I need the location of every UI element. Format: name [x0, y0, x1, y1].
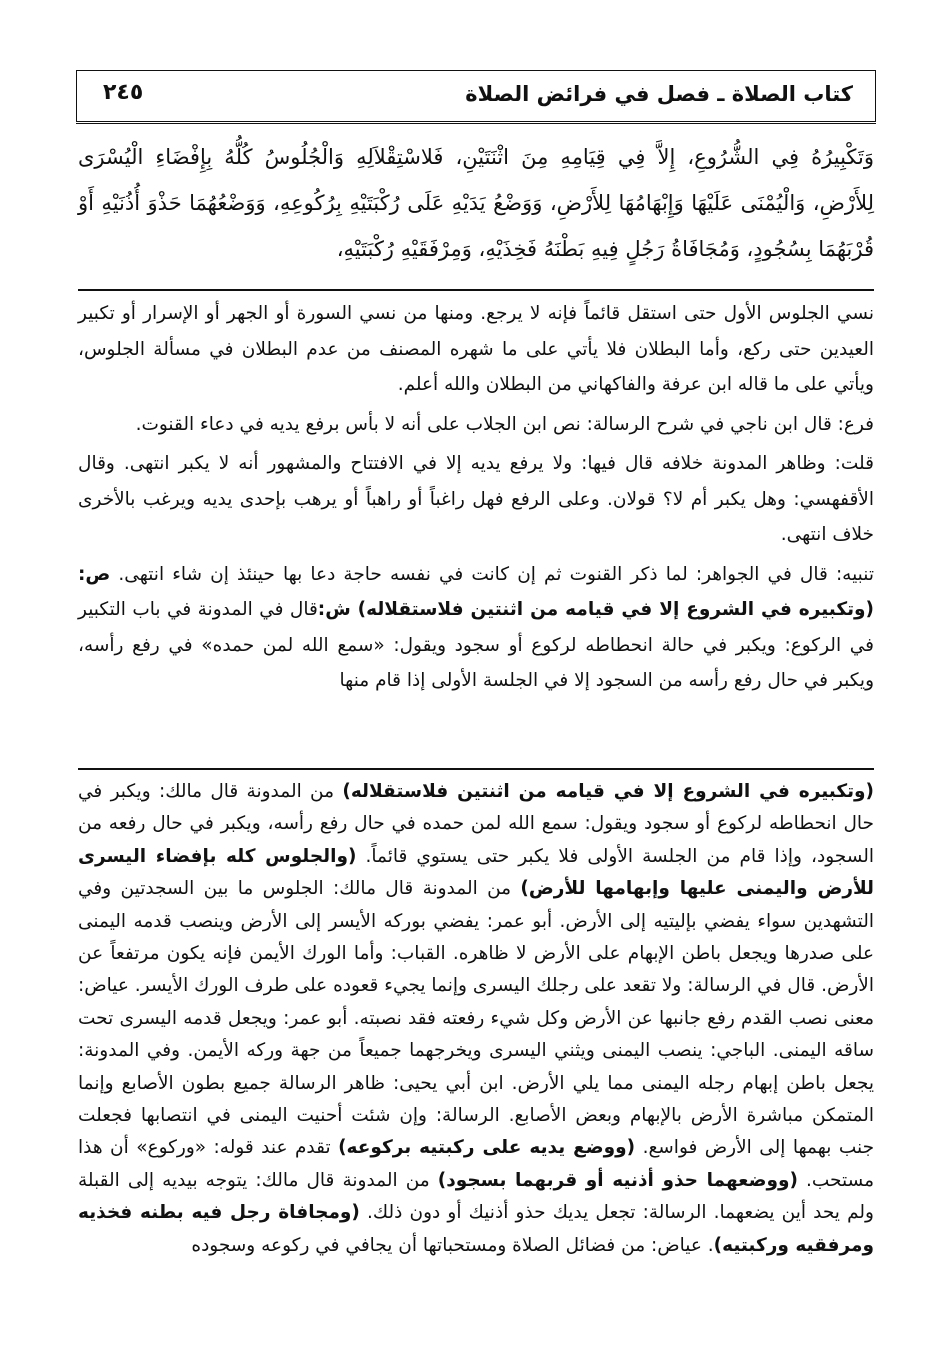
matn-text: وَتَكْبِيرُهُ فِي الشُّرُوعِ، إِلاَّ فِي قِيَامِهِ مِنَ اثْنَتَيْنِ، فَلاسْتِقْلاَلِهِ وَالْجُلُوسُ كُلُّهُ بِإِفْضَاءِ الْيُسْرَى لِلأَرْضِ، وَالْيُمْنَى عَلَيْهَا وَإِبْهَامُهَا لِلأَرْضِ، وَوَضْعُ يَدَيْهِ عَلَى رُكْبَتَيْهِ بِرُكُوعِهِ، وَوَضْعُهُمَا حَذْوَ أُذُنَيْهِ أَوْ قُرْبَهُمَا بِسُجُودٍ، وَمُجَافَاةُ رَجُلٍ فِيهِ بَطْنَهُ فَخِذَيْهِ، وَمِرْفَقَيْهِ رُكْبَتَيْهِ، [78, 145, 874, 261]
quoted-matn: (والجلوس كله بإفضاء اليسرى للأرض واليمنى عليها وإبهامها للأرض) [78, 845, 874, 900]
lower-text: من المدونة قال مالك: يتوجه بيديه إلى القبلة ولم يحد أين يضعهما. الرسالة: تجعل يديك حذو أذنيك أو دون ذلك. [78, 1169, 874, 1224]
commentary-lower [78, 776, 874, 1262]
quoted-matn: (ووضع يديه على ركبتيه بركوعه) [338, 1137, 636, 1159]
commentary-text: تنبيه: قال في الجواهر: لما ذكر القنوت ثم إن كانت في نفسه حاجة دعا بها حينئذ إن شاء انتهى. [110, 563, 874, 585]
page-header [76, 70, 876, 122]
header-rule [76, 121, 876, 124]
running-title: كتاب الصلاة ـ فصل في فرائض الصلاة [465, 82, 853, 106]
commentary-bold: ص: (وتكبيره في الشروع إلا في قيامه من اثنتين فلاستقلاله) ش: [78, 563, 874, 620]
lower-paragraph [78, 776, 874, 1262]
divider-top [78, 289, 874, 291]
commentary-paragraph: فرع: قال ابن ناجي في شرح الرسالة: نص ابن الجلاب على أنه لا بأس برفع يديه في دعاء القنوت. [135, 413, 874, 435]
commentary-paragraph: قلت: وظاهر المدونة خلافه قال فيها: ولا يرفع يديه إلا في الافتتاح والمشهور أنه لا يكبر انتهى. وقال الأقفهسي: وهل يكبر أم لا؟ قولان. وعلى الرفع فهل راغباً أو راهباً أو يرهب بإحدى يديه ويرغب بالأخرى خلاف انتهى. [78, 453, 874, 545]
lower-text: تقدم عند قوله: «وركوع» أن هذا مستحب. [78, 1137, 874, 1191]
commentary-text: قال في المدونة في باب التكبير في الركوع: ويكبر في حالة انحطاطه لركوع أو سجود ويقول: «سمع الله لمن حمده» في رفع رأسه، ويكبر في حال رفع رأسه من السجود إلا في الجلسة الأولى إذا قام منها [78, 599, 874, 691]
commentary-paragraph [78, 557, 874, 699]
lower-text: من المدونة قال مالك: ويكبر في حال انحطاطه لركوع أو سجود ويقول: سمع الله لمن حمده في حال رفع رأسه، ويكبر في حال رفعه من السجود، وإذا قام من الجلسة الأولى فلا يكبر حتى يستوي قائماً. [78, 781, 875, 867]
quoted-matn: (وتكبيره في الشروع إلا في قيامه من اثنتين فلاستقلاله) [342, 781, 874, 802]
quoted-matn: (ومجافاة رجل فيه بطنه فخذيه ومرفقيه وركبتيه) [78, 1202, 874, 1256]
lower-text: من المدونة قال مالك: الجلوس ما بين السجدتين وفي التشهدين سواء يفضي بإليتيه إلى الأرض. أبو عمر: يفضي بوركه الأيسر إلى الأرض وينصب قدمه اليمنى على صدرها ويجعل باطن الإبهام على الأرض لا ظاهره. القباب: وأما الورك الأيمن فإنه يكون مرتفعاً عن الأرض. قال في الرسالة: ولا تقعد على رجلك اليسرى وإنما يجيء قعوده على طرف الورك الأيسر. عياض: معنى نصب القدم رفع جانبها عن الأرض وكل شيء رفعته فقد نصبته. أبو عمر: ويجعل قدمه اليسرى تحت ساقه اليمنى. الباجي: ينصب اليمنى ويثني اليسرى ويخرجهما جميعاً من جهة وركه الأيمن. وفي المدونة: يجعل باطن إبهام رجله اليمنى مما يلي الأرض. ابن أبي يحيى: ظاهر الرسالة جميع بطون الأصابع وإنما المتمكن مباشرة الأرض بالإبهام وبعض الأصابع. الرسالة: وإن شئت أحنيت اليمنى في انتصابها فجعلت جنب بهمها إلى الأرض فواسع. [78, 878, 875, 1159]
commentary-paragraph: نسي الجلوس الأول حتى استقل قائماً فإنه لا يرجع. ومنها من نسي السورة أو الجهر أو الإسرار أو تكبير العيدين حتى ركع، وأما البطلان فلا يأتي على ما شهره المصنف من عدم البطلان في مسألة الجلوس، ويأتي على ما قاله ابن عرفة والفاكهاني من البطلان والله أعلم. [78, 303, 874, 395]
quoted-matn: (ووضعهما حذو أذنيه أو قربهما بسجود) [437, 1169, 798, 1191]
page-number: ٢٤٥ [103, 80, 144, 105]
lower-text: . عياض: من فضائل الصلاة ومستحباتها أن يجافي في ركوعه وسجوده [191, 1234, 714, 1256]
commentary-upper [78, 296, 874, 703]
divider-bottom [78, 768, 874, 770]
